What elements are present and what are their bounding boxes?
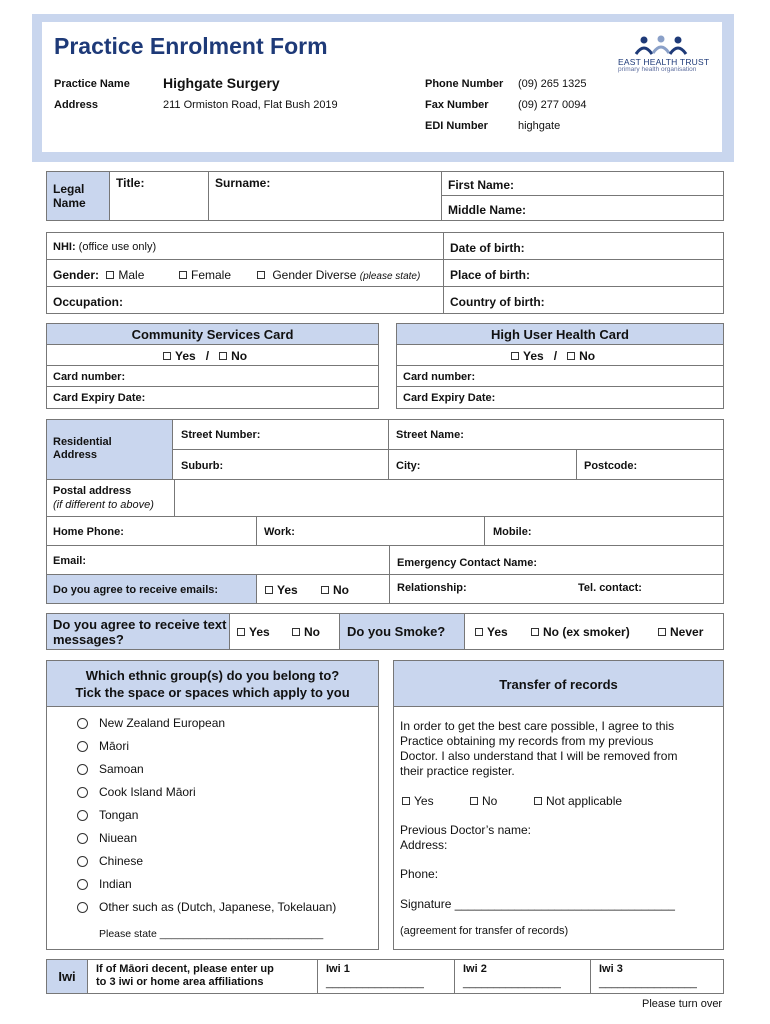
suburb-label: Suburb:: [181, 460, 224, 472]
postal-address-field[interactable]: [174, 479, 724, 517]
ethnic-option-label: Samoan: [99, 762, 144, 776]
ethnic-option-label: Indian: [99, 877, 132, 891]
csc-header: [46, 323, 379, 345]
iwi-3-line: ________________: [599, 977, 697, 989]
ethnic-option[interactable]: [77, 739, 129, 753]
work-phone-field[interactable]: [256, 516, 485, 546]
texts-yes-label: Yes: [249, 625, 270, 639]
huhc-slash: /: [553, 349, 558, 363]
phone-value: (09) 265 1325: [518, 78, 587, 90]
transfer-header: [393, 660, 724, 707]
diverse-note: (please state): [359, 271, 421, 282]
please-state: Please state ____________________________: [99, 928, 324, 940]
street-number-label: Street Number:: [181, 429, 261, 441]
postal-address-note: (if different to above): [53, 499, 154, 511]
ethnic-option[interactable]: [77, 877, 132, 891]
iwi-3-label: Iwi 3: [599, 963, 623, 975]
street-name-field[interactable]: [388, 419, 724, 450]
female-label: Female: [191, 268, 232, 282]
iwi-instruction-cell: [87, 959, 318, 994]
huhc-header: [396, 323, 724, 345]
transfer-yes-checkbox[interactable]: [402, 797, 410, 805]
texts-yes-checkbox[interactable]: [237, 628, 245, 636]
ethnic-option[interactable]: [77, 785, 196, 799]
relationship-label: Relationship:: [397, 582, 467, 594]
form-title: Practice Enrolment Form: [54, 33, 328, 59]
dob-field[interactable]: [443, 232, 724, 260]
huhc-card-number-label: Card number:: [403, 371, 476, 383]
smoke-never-checkbox[interactable]: [658, 628, 666, 636]
smoke-ex-label: No (ex smoker): [543, 625, 630, 639]
csc-card-number-label: Card number:: [53, 371, 126, 383]
smoke-options: [464, 613, 724, 650]
emails-yes-checkbox[interactable]: [265, 586, 273, 594]
country-of-birth-field[interactable]: [443, 286, 724, 314]
previous-doctor-label: Previous Doctor’s name:: [400, 823, 531, 837]
iwi-instruction-2: to 3 iwi or home area affiliations: [96, 976, 264, 988]
csc-yes-label: Yes: [175, 349, 196, 363]
texts-options: [229, 613, 340, 650]
ethnic-option-label: Chinese: [99, 854, 144, 868]
country-of-birth-label: Country of birth:: [450, 295, 545, 309]
mobile-field[interactable]: [484, 516, 724, 546]
logo-people-icon: [630, 34, 692, 58]
huhc-no-checkbox[interactable]: [567, 352, 575, 360]
emails-yes-label: Yes: [277, 583, 298, 597]
agree-emails-label: Do you agree to receive emails:: [53, 584, 219, 596]
ethnic-option-label: Niuean: [99, 831, 138, 845]
smoke-yes-label: Yes: [487, 625, 508, 639]
nhi-label: NHI:: [53, 241, 76, 253]
huhc-card-number-field[interactable]: [396, 365, 724, 387]
street-name-label: Street Name:: [396, 429, 464, 441]
texts-question-cell: [46, 613, 230, 650]
texts-no-checkbox[interactable]: [292, 628, 300, 636]
edi-label: EDI Number: [425, 120, 488, 132]
occupation-field[interactable]: [46, 286, 444, 314]
huhc-yes-no-row: [396, 344, 724, 366]
tel-contact-label: Tel. contact:: [578, 582, 642, 594]
ethnic-option-label: New Zealand European: [99, 716, 226, 730]
street-number-field[interactable]: [172, 419, 389, 450]
ethnic-option-radio[interactable]: [77, 764, 88, 775]
emails-no-label: No: [333, 583, 349, 597]
agreement-note: (agreement for transfer of records): [400, 925, 569, 937]
ethnic-heading-1: Which ethnic group(s) do you belong to?: [85, 668, 340, 683]
gender-label: Gender:: [53, 268, 100, 282]
practice-address: 211 Ormiston Road, Flat Bush 2019: [163, 99, 338, 111]
ethnic-option[interactable]: [77, 762, 144, 776]
residential-address-cell: [46, 419, 173, 480]
male-checkbox[interactable]: [106, 271, 114, 279]
practice-name: Highgate Surgery: [163, 75, 280, 91]
smoke-never-label: Never: [670, 625, 704, 639]
signature-line[interactable]: Signature _________________________________: [400, 897, 675, 911]
csc-slash: /: [205, 349, 210, 363]
csc-yes-no-row: [46, 344, 379, 366]
postal-address-label: Postal address: [53, 485, 132, 497]
nhi-note: (office use only): [78, 241, 157, 253]
ethnic-option-radio[interactable]: [77, 879, 88, 890]
title-label: Title:: [116, 176, 145, 190]
email-field[interactable]: [46, 545, 390, 575]
smoke-ex-checkbox[interactable]: [531, 628, 539, 636]
ethnic-option[interactable]: [77, 808, 138, 822]
emergency-contact-label: Emergency Contact Name:: [397, 557, 537, 569]
ethnic-option-radio[interactable]: [77, 741, 88, 752]
diverse-label: Gender Diverse: [272, 268, 357, 282]
please-turn-over: Please turn over: [642, 998, 723, 1010]
agree-emails-cell: [46, 574, 257, 604]
postcode-label: Postcode:: [584, 460, 638, 472]
legal-name-label: Legal Name: [53, 182, 86, 210]
iwi-2-field[interactable]: [454, 959, 591, 994]
relationship-field[interactable]: [389, 574, 724, 604]
ethnic-options-panel: [46, 706, 379, 950]
legal-name-cell: [46, 171, 110, 221]
transfer-text-line-3: Doctor. I also understand that I will be removed from: [400, 749, 678, 763]
logo-text: EAST HEALTH TRUST: [618, 57, 710, 67]
csc-no-label: No: [231, 349, 248, 363]
transfer-no-checkbox[interactable]: [470, 797, 478, 805]
transfer-yes-label: Yes: [414, 794, 434, 808]
huhc-expiry-label: Card Expiry Date:: [403, 392, 496, 404]
csc-yes-checkbox[interactable]: [163, 352, 171, 360]
fax-label: Fax Number: [425, 99, 489, 111]
huhc-no-label: No: [579, 349, 596, 363]
practice-name-label: Practice Name: [54, 78, 130, 90]
female-checkbox[interactable]: [179, 271, 187, 279]
ethnic-option-label: Other such as (Dutch, Japanese, Tokelauan): [99, 900, 337, 914]
occupation-label: Occupation:: [53, 295, 124, 309]
surname-field[interactable]: [208, 171, 442, 221]
first-name-field[interactable]: [441, 171, 724, 196]
address-label: Address: [54, 99, 99, 111]
logo-subtext: primary health organisation: [618, 66, 697, 73]
transfer-text-line-4: their practice register.: [400, 764, 515, 778]
place-of-birth-field[interactable]: [443, 259, 724, 287]
email-label: Email:: [53, 555, 87, 567]
emergency-contact-field[interactable]: [389, 545, 724, 575]
iwi-2-line: ________________: [463, 977, 561, 989]
smoke-question-cell: [339, 613, 465, 650]
ethnic-option[interactable]: [77, 854, 143, 868]
texts-no-label: No: [304, 625, 320, 639]
iwi-1-label: Iwi 1: [326, 963, 350, 975]
iwi-instruction-1: If of Māori decent, please enter up: [96, 963, 274, 975]
huhc-title: High User Health Card: [491, 327, 629, 342]
huhc-yes-label: Yes: [523, 349, 544, 363]
ethnic-option-radio[interactable]: [77, 902, 88, 913]
ethnic-option-label: Cook Island Māori: [99, 785, 196, 799]
residential-address-label: Residential Address: [53, 436, 112, 461]
ethnic-option-label: Māori: [99, 739, 130, 753]
ethnic-option-radio[interactable]: [77, 787, 88, 798]
surname-label: Surname:: [215, 176, 271, 190]
transfer-text-line-1: In order to get the best care possible, I agree to this: [400, 719, 675, 733]
previous-doctor-phone-label: Phone:: [400, 867, 439, 881]
first-name-label: First Name:: [448, 178, 515, 192]
city-field[interactable]: [388, 449, 577, 480]
middle-name-label: Middle Name:: [448, 203, 527, 217]
nhi-field[interactable]: [46, 232, 444, 260]
transfer-no-label: No: [482, 794, 498, 808]
mobile-label: Mobile:: [493, 526, 532, 538]
ethnic-option[interactable]: [77, 900, 336, 914]
iwi-label: Iwi: [58, 969, 76, 984]
iwi-3-field[interactable]: [590, 959, 724, 994]
transfer-text-line-2: Practice obtaining my records from my previous: [400, 734, 654, 748]
huhc-yes-checkbox[interactable]: [511, 352, 519, 360]
smoke-question: Do you Smoke?: [347, 624, 446, 639]
male-label: Male: [118, 268, 145, 282]
csc-title: Community Services Card: [131, 327, 294, 342]
ethnic-header: [46, 660, 379, 707]
ethnic-option-radio[interactable]: [77, 833, 88, 844]
csc-no-checkbox[interactable]: [219, 352, 227, 360]
transfer-na-label: Not applicable: [546, 794, 623, 808]
work-phone-label: Work:: [264, 526, 295, 538]
home-phone-field[interactable]: [46, 516, 257, 546]
csc-expiry-field[interactable]: [46, 386, 379, 409]
huhc-expiry-field[interactable]: [396, 386, 724, 409]
csc-card-number-field[interactable]: [46, 365, 379, 387]
previous-doctor-address-label: Address:: [400, 838, 448, 852]
emails-no-checkbox[interactable]: [321, 586, 329, 594]
middle-name-field[interactable]: [441, 195, 724, 221]
ethnic-option-radio[interactable]: [77, 718, 88, 729]
ethnic-option-label: Tongan: [99, 808, 139, 822]
suburb-field[interactable]: [172, 449, 389, 480]
dob-label: Date of birth:: [450, 241, 525, 255]
title-field[interactable]: [109, 171, 209, 221]
iwi-1-field[interactable]: [317, 959, 455, 994]
transfer-panel: [393, 706, 724, 950]
gender-row: [46, 259, 444, 287]
iwi-1-line: ________________: [326, 977, 424, 989]
postal-address-label-cell: [46, 479, 175, 517]
agree-emails-options: [256, 574, 390, 604]
city-label: City:: [396, 460, 421, 472]
place-of-birth-label: Place of birth:: [450, 268, 531, 282]
diverse-checkbox[interactable]: [257, 271, 265, 279]
home-phone-label: Home Phone:: [53, 526, 124, 538]
texts-question: Do you agree to receive text messages?: [53, 617, 227, 647]
edi-value: highgate: [518, 120, 561, 132]
csc-expiry-label: Card Expiry Date:: [53, 392, 146, 404]
postcode-field[interactable]: [576, 449, 724, 480]
iwi-label-cell: [46, 959, 88, 994]
phone-label: Phone Number: [425, 78, 504, 90]
ethnic-option-radio[interactable]: [77, 810, 88, 821]
smoke-yes-checkbox[interactable]: [475, 628, 483, 636]
ethnic-option-radio[interactable]: [77, 856, 88, 867]
transfer-heading: Transfer of records: [499, 677, 618, 692]
ethnic-heading-2: Tick the space or spaces which apply to you: [75, 685, 350, 700]
ethnic-option[interactable]: [77, 831, 137, 845]
fax-value: (09) 277 0094: [518, 99, 587, 111]
ethnic-option[interactable]: [77, 716, 225, 730]
transfer-na-checkbox[interactable]: [534, 797, 542, 805]
iwi-2-label: Iwi 2: [463, 963, 487, 975]
